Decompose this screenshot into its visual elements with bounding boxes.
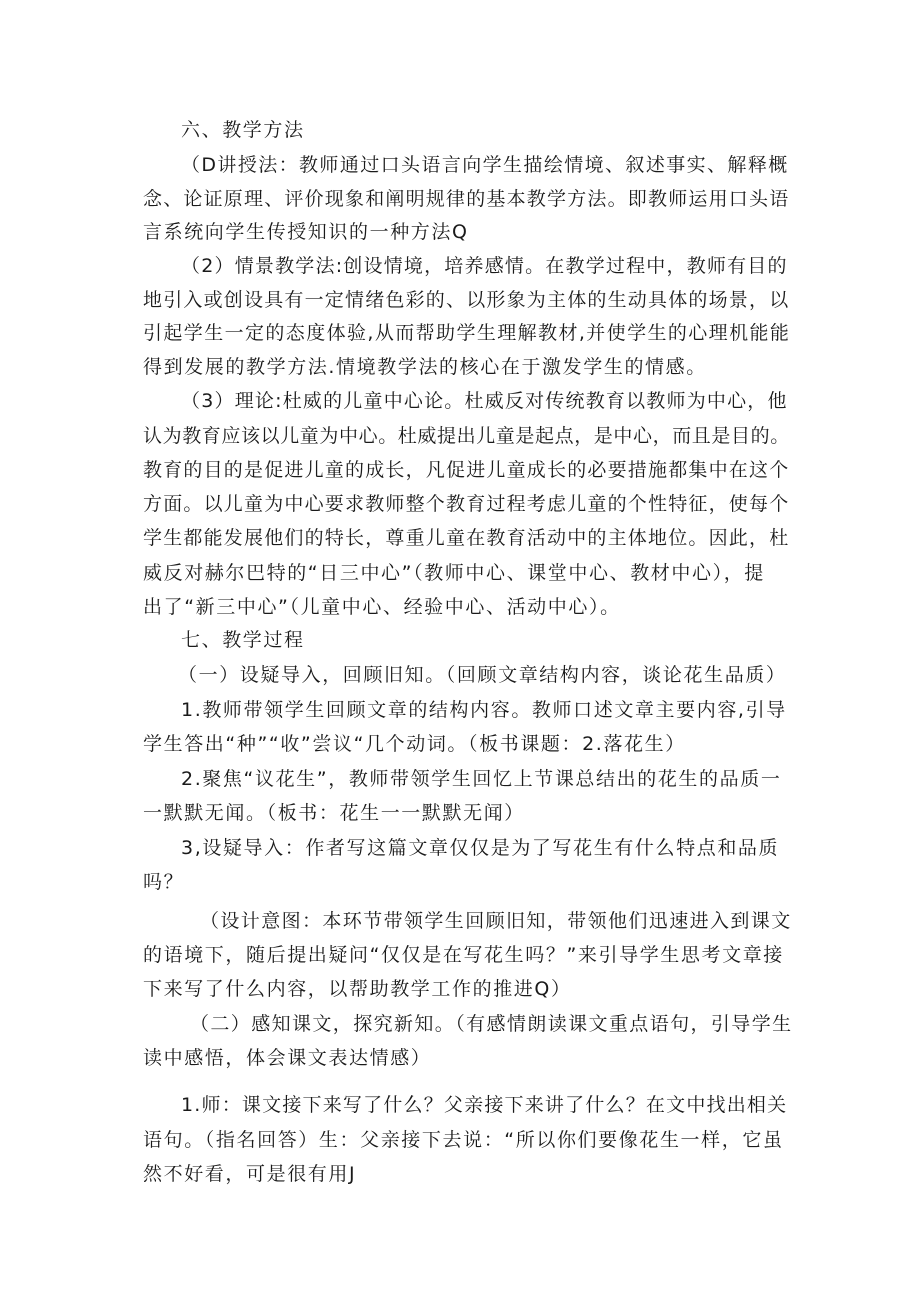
paragraph-line: （设计意图：本环节带领学生回顾旧知，带领他们迅速进入到课文 <box>200 910 792 932</box>
paragraph-line: 学生都能发展他们的特长，尊重儿童在教育活动中的主体地位。因此，杜 <box>143 527 790 549</box>
paragraph-line: （二）感知课文，探究新知。（有感情朗读课文重点语句，引导学生 <box>190 1013 793 1035</box>
paragraph-line: 读中感悟，体会课文表达情感） <box>143 1047 432 1069</box>
paragraph-line: 的语境下，随后提出疑问“仅仅是在写花生吗？”来引导学生思考文章接 <box>143 944 784 966</box>
paragraph-line: 得到发展的教学方法.情境教学法的核心在于激发学生的情感。 <box>143 356 707 378</box>
paragraph-line: 教育的目的是促进儿童的成长，凡促进儿童成长的必要措施都集中在这个 <box>143 459 790 481</box>
paragraph-line: 然不好看，可是很有用J <box>143 1163 357 1185</box>
paragraph-line: 威反对赫尔巴特的“日三中心”（教师中心、课堂中心、教材中心），提 <box>143 562 765 584</box>
paragraph-line: 认为教育应该以儿童为中心。杜威提出儿童是起点，是中心，而且是目的。 <box>143 425 790 447</box>
paragraph-line: 念、论证原理、评价现象和阐明规律的基本教学方法。即教师运用口头语 <box>143 188 790 210</box>
paragraph-line: 1.师：课文接下来写了什么？父亲接下来讲了什么？在文中找出相关 <box>181 1094 788 1116</box>
paragraph-line: 吗？ <box>143 871 185 893</box>
paragraph-line: 下来写了什么内容，以帮助教学工作的推进Q） <box>143 978 572 1000</box>
paragraph-line: 3,设疑导入：作者写这篇文章仅仅是为了写花生有什么特点和品质 <box>181 837 780 859</box>
paragraph-line: （一）设疑导入，回顾旧知。（回顾文章结构内容，谈论花生品质） <box>178 664 787 686</box>
paragraph-line: 方面。以儿童为中心要求教师整个教育过程考虑儿童的个性特征，使每个 <box>143 493 790 515</box>
paragraph-line: （3）理论:杜威的儿童中心论。杜威反对传统教育以教师为中心，他 <box>181 390 788 412</box>
paragraph-line: 地引入或创设具有一定情绪色彩的、以形象为主体的生动具体的场景，以 <box>143 289 790 311</box>
paragraph-line: 出了“新三中心”（儿童中心、经验中心、活动中心）。 <box>143 596 621 618</box>
paragraph-line: 语句。（指名回答）生：父亲接下去说：“所以你们要像花生一样，它虽 <box>143 1129 784 1151</box>
paragraph-line: 言系统向学生传授知识的一种方法Q <box>143 221 469 243</box>
paragraph-line: （D讲授法：教师通过口头语言向学生描绘情境、叙述事实、解释概 <box>181 154 789 176</box>
paragraph-line: 学生答出“种”“收”尝议“几个动词。（板书课题：2.落花生） <box>143 733 686 755</box>
paragraph-line: 一默默无闻。（板书：花生一一默默无闻） <box>143 802 525 824</box>
paragraph-line: 引起学生一定的态度体验,从而帮助学生理解教材,并使学生的心理机能能 <box>143 322 791 344</box>
paragraph-line: 2.聚焦“议花生”，教师带领学生回忆上节课总结出的花生的品质一 <box>181 768 782 790</box>
heading-teaching-process: 七、教学过程 <box>181 629 305 651</box>
paragraph-line: （2）情景教学法:创设情境，培养感情。在教学过程中，教师有目的 <box>181 255 788 277</box>
heading-teaching-methods: 六、教学方法 <box>181 119 305 141</box>
paragraph-line: 1.教师带领学生回顾文章的结构内容。教师口述文章主要内容,引导 <box>181 699 787 721</box>
